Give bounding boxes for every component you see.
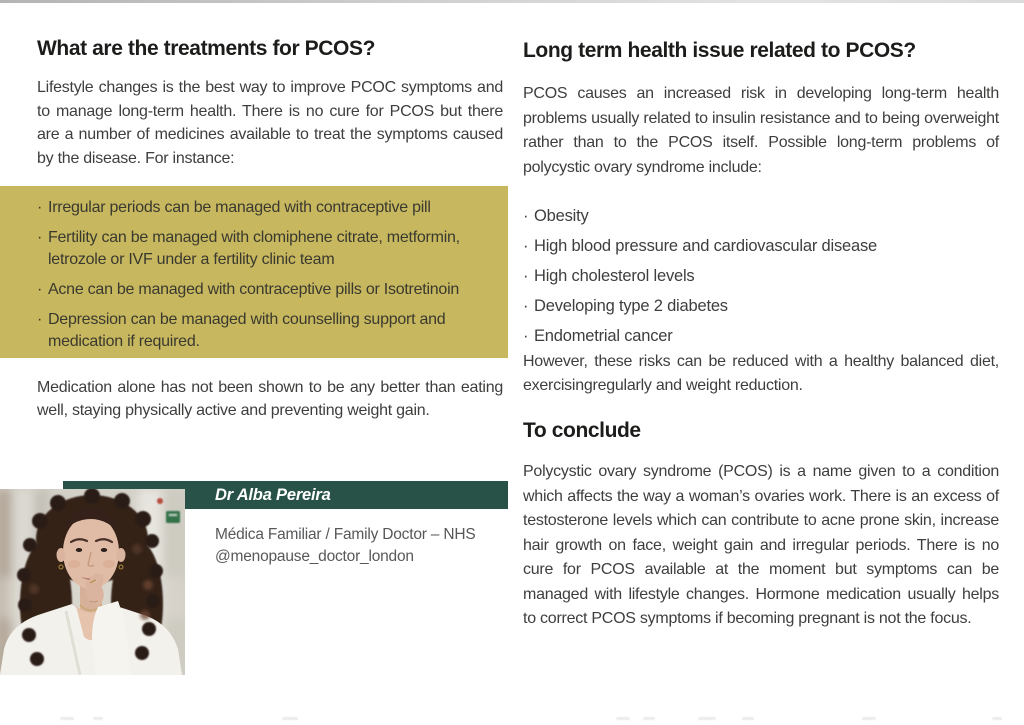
treatments-highlight-box — [0, 186, 508, 358]
page-edge-artifact — [698, 717, 716, 720]
highlight-bullet-text: Irregular periods can be managed with contraceptive pill — [48, 199, 431, 216]
treatments-closing-paragraph: Medication alone has not been shown to be any better than eating well, staying physically active and preventing weight gain. — [37, 379, 503, 419]
treatments-heading: What are the treatments for PCOS? — [37, 37, 376, 60]
doctor-credentials — [215, 524, 515, 568]
list-item — [523, 264, 999, 288]
doctor-name: Dr Alba Pereira — [215, 486, 331, 504]
list-item-text: High blood pressure and cardiovascular disease — [534, 237, 878, 255]
bullet-dot: · — [523, 297, 529, 315]
highlight-bullet-text: Acne can be managed with contraceptive pills or Isotretinoin — [48, 281, 460, 298]
list-item — [523, 234, 999, 258]
list-item-text: Obesity — [534, 207, 589, 225]
page-edge-artifact — [60, 717, 74, 720]
page-edge-artifact — [93, 717, 103, 720]
list-item — [523, 324, 999, 348]
risk-reduction-paragraph: However, these risks can be reduced with a healthy balanced diet, exercisingregularly and weight reduction. — [523, 353, 999, 394]
highlight-bullet-item — [37, 227, 488, 271]
page-edge-artifact — [616, 717, 630, 720]
highlight-bullet-text: Fertility can be managed with clomiphene citrate, metformin, letrozole or IVF under a fertility clinic team — [48, 229, 460, 268]
doctor-portrait-image — [0, 489, 185, 675]
treatments-intro-paragraph: Lifestyle changes is the best way to improve PCOC symptoms and to manage long-term health. There is no cure for PCOS but there are a number of medicines available to treat the symptoms caused by the disease. For instance: — [37, 79, 503, 167]
long-term-bullet-list — [523, 204, 999, 354]
doctor-photo — [0, 489, 185, 675]
list-item — [523, 204, 999, 228]
bullet-dot: · — [523, 267, 529, 285]
bullet-dot: · — [37, 229, 43, 246]
long-term-intro-paragraph: PCOS causes an increased risk in developing long-term health problems usually related to insulin resistance and to being overweight rather than to the PCOS itself. Possible long-term problems of polycystic ovary syndrome include: — [523, 85, 999, 176]
doctor-title: Médica Familiar / Family Doctor – NHS — [215, 526, 476, 543]
bullet-dot: · — [523, 327, 529, 345]
bullet-dot: · — [523, 207, 529, 225]
highlight-bullet-item — [37, 197, 488, 219]
bullet-dot: · — [37, 281, 43, 298]
page-top-edge-artifact — [0, 0, 1024, 3]
list-item — [523, 294, 999, 318]
page-edge-artifact — [282, 717, 298, 720]
page-edge-artifact — [742, 717, 754, 720]
page-edge-artifact — [992, 717, 1002, 720]
bullet-dot: · — [37, 199, 43, 216]
list-item-text: High cholesterol levels — [534, 267, 695, 285]
long-term-heading: Long term health issue related to PCOS? — [523, 39, 916, 62]
list-item-text: Developing type 2 diabetes — [534, 297, 728, 315]
conclusion-heading: To conclude — [523, 419, 641, 442]
conclusion-paragraph: Polycystic ovary syndrome (PCOS) is a name given to a condition which affects the way a woman’s ovaries work. There is an excess of testosterone levels which can contribute to acne prone skin, increase hair growth on face, weight gain and irregular periods. There is no cure for PCOS available at the moment but symptoms can be managed with lifestyle changes. Hormone medication usually helps to correct PCOS symptoms if becoming pregnant is not the focus. — [523, 463, 999, 627]
bullet-dot: · — [37, 311, 43, 328]
list-item-text: Endometrial cancer — [534, 327, 673, 345]
page-edge-artifact — [643, 717, 655, 720]
highlight-bullet-item — [37, 279, 488, 301]
bullet-dot: · — [523, 237, 529, 255]
page-edge-artifact — [862, 717, 876, 720]
highlight-bullet-item — [37, 309, 488, 353]
highlight-bullet-text: Depression can be managed with counselling support and medication if required. — [48, 311, 446, 350]
doctor-social-handle: @menopause_doctor_london — [215, 548, 414, 565]
